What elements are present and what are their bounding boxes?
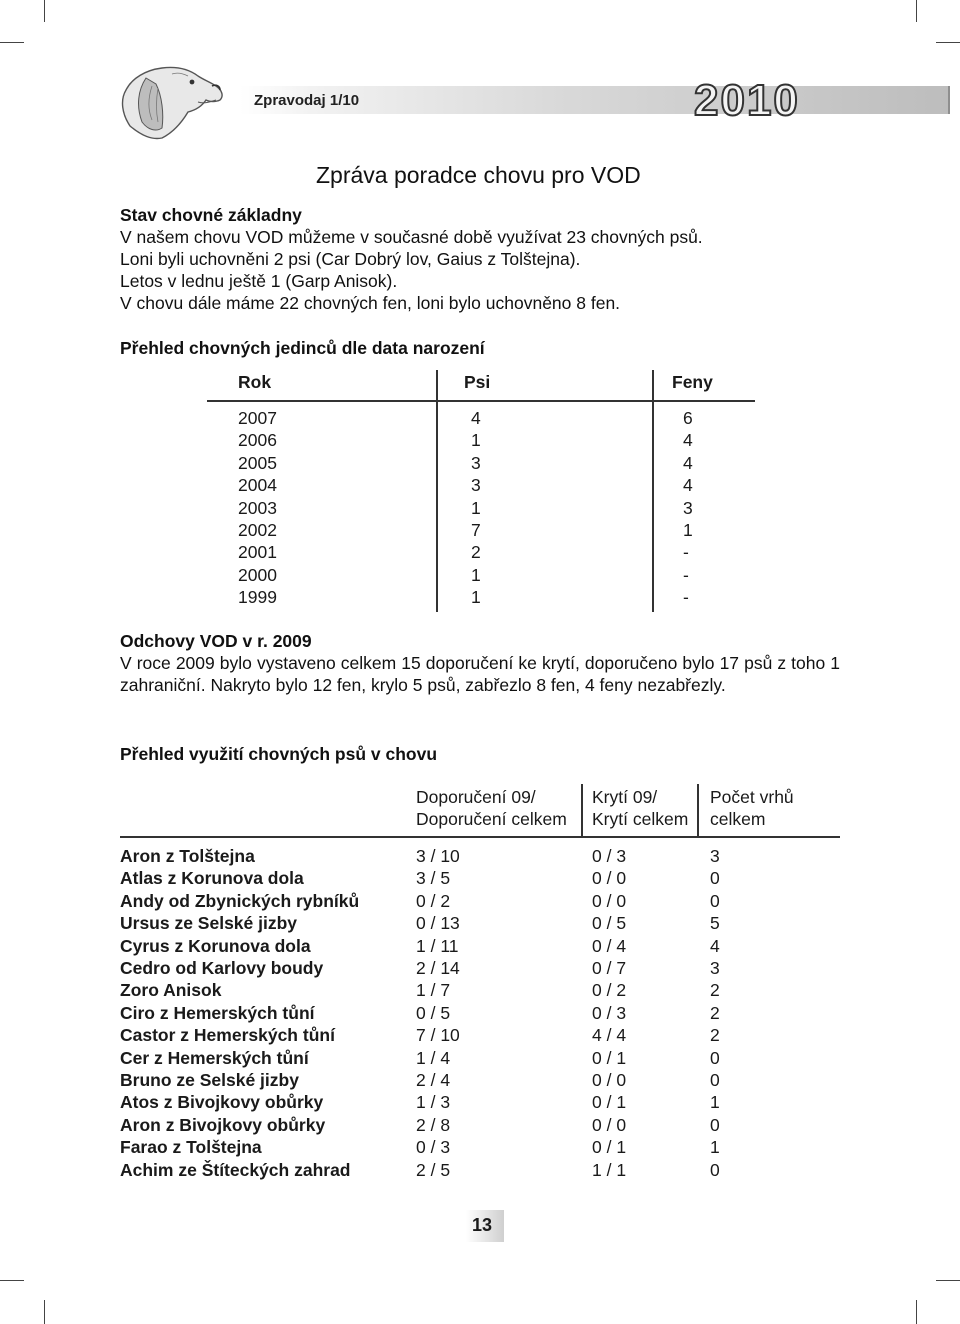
- table-cell: 0 / 4: [592, 935, 627, 956]
- table-row-name: Ursus ze Selské jizby: [120, 913, 298, 934]
- column-divider: [436, 370, 438, 612]
- paragraph-line: V našem chovu VOD můžeme v současné době využívat 23 chovných psů.: [120, 227, 703, 247]
- table-row-name: Cedro od Karlovy boudy: [120, 958, 324, 979]
- table-cell: 2 / 14: [416, 958, 460, 979]
- table-cell: 0 / 13: [416, 913, 460, 934]
- issue-year: 2010: [694, 76, 800, 125]
- table-cell: 0: [710, 1070, 720, 1091]
- table-cell: 6: [683, 408, 693, 428]
- column-divider: [697, 784, 699, 838]
- table-cell: 2004: [238, 475, 277, 496]
- crop-mark: [44, 0, 45, 22]
- litters-column: [710, 845, 720, 1181]
- table-cell: 0: [710, 1114, 720, 1135]
- table-cell: 1: [471, 430, 481, 451]
- table-cell: 2003: [238, 497, 277, 518]
- table-cell: 4: [683, 452, 693, 473]
- crop-mark: [44, 1300, 45, 1324]
- table-cell: 4 / 4: [592, 1025, 627, 1046]
- table-cell: 3 / 10: [416, 846, 460, 866]
- dog-name-column: [120, 845, 359, 1181]
- table-header-rule: [120, 836, 840, 838]
- table-cell: 2 / 8: [416, 1114, 451, 1135]
- column-divider: [652, 370, 654, 612]
- table-row-name: Zoro Anisok: [120, 980, 222, 1001]
- column-header-line: Počet vrhů: [710, 787, 794, 807]
- males-column: [471, 407, 481, 609]
- table-cell: 2007: [238, 408, 277, 428]
- table-cell: 3: [471, 452, 481, 473]
- table-row-name: Castor z Hemerských tůní: [120, 1025, 335, 1046]
- paragraph-line: V chovu dále máme 22 chovných fen, loni bylo uchovněno 8 fen.: [120, 293, 621, 313]
- table-row-name: Cer z Hemerských tůní: [120, 1047, 309, 1068]
- table-cell: 0 / 3: [592, 846, 627, 866]
- table-cell: 3 / 5: [416, 868, 451, 889]
- table-cell: 1: [710, 1137, 720, 1158]
- table-cell: 2000: [238, 564, 277, 585]
- table-cell: 2: [471, 542, 481, 563]
- litters-paragraph: V roce 2009 bylo vystaveno celkem 15 doporučení ke krytí, doporučeno bylo 17 psů z toho 1 zahraniční. Nakryto bylo 12 fen, krylo 5 psů, zabřezlo 8 fen, 4 feny nezabřezly.: [120, 653, 840, 695]
- table-cell: -: [683, 564, 689, 585]
- table-cell: 0: [710, 1159, 720, 1180]
- column-header-line: Krytí 09/: [592, 787, 658, 807]
- year-column: [238, 407, 277, 609]
- crop-mark: [916, 0, 917, 22]
- section-heading-birth-overview: Přehled chovných jedinců dle data narození: [120, 338, 485, 358]
- table-cell: 2 / 4: [416, 1070, 451, 1091]
- table-cell: 2: [710, 1002, 720, 1023]
- pointer-dog-head-icon: [112, 56, 262, 142]
- table-cell: 0: [710, 890, 720, 911]
- paragraph-line: Loni byli uchovněni 2 psi (Car Dobrý lov, Gaius z Tolštejna).: [120, 249, 581, 269]
- column-header-line: Doporučení 09/: [416, 787, 536, 807]
- crop-mark: [0, 1280, 24, 1281]
- table-cell: 0 / 2: [592, 980, 627, 1001]
- table-cell: -: [683, 587, 689, 608]
- table-cell: 1: [471, 587, 481, 608]
- column-header: [416, 786, 567, 831]
- recommendations-column: [416, 845, 460, 1181]
- table-cell: 0 / 0: [592, 1114, 627, 1135]
- section-heading-breeding-base: Stav chovné základny: [120, 205, 302, 225]
- table-cell: 2006: [238, 430, 277, 451]
- table-cell: 0 / 0: [592, 890, 627, 911]
- page-number-box: [466, 1210, 506, 1242]
- table-cell: 0 / 1: [592, 1047, 627, 1068]
- paragraph-line: Letos v lednu ještě 1 (Garp Anisok).: [120, 271, 398, 291]
- table-cell: 1: [471, 497, 481, 518]
- table-cell: 1 / 1: [592, 1159, 627, 1180]
- table-cell: 1 / 11: [416, 935, 459, 956]
- table-cell: 7 / 10: [416, 1025, 460, 1046]
- table-cell: 4: [683, 475, 693, 496]
- table-cell: 0 / 2: [416, 890, 451, 911]
- table-cell: 1999: [238, 587, 277, 608]
- table-cell: 0 / 7: [592, 958, 627, 979]
- table-row-name: Andy od Zbynických rybníků: [120, 890, 360, 911]
- females-column: [683, 407, 693, 609]
- table-cell: 4: [683, 430, 693, 451]
- column-header-line: Krytí celkem: [592, 809, 689, 830]
- table-cell: 2: [710, 980, 720, 1001]
- table-cell: 0: [710, 1047, 720, 1068]
- table-cell: 0 / 0: [592, 1070, 627, 1091]
- section-heading-litters: Odchovy VOD v r. 2009: [120, 631, 312, 651]
- table-cell: 5: [710, 913, 720, 934]
- column-header: [710, 786, 794, 831]
- table-cell: 2001: [238, 542, 277, 563]
- column-header: Psi: [464, 372, 491, 392]
- table-cell: 2 / 5: [416, 1159, 451, 1180]
- table-row-name: Atlas z Korunova dola: [120, 868, 304, 889]
- table-cell: 2: [710, 1025, 720, 1046]
- table-cell: 0 / 1: [592, 1092, 627, 1113]
- table-cell: 1: [710, 1092, 720, 1113]
- table-cell: 3: [710, 846, 720, 866]
- table-row-name: Cyrus z Korunova dola: [120, 935, 311, 956]
- table-cell: 1: [471, 564, 481, 585]
- section-heading-usage-overview: Přehled využití chovných psů v chovu: [120, 744, 438, 764]
- crop-mark: [0, 42, 24, 43]
- table-cell: 4: [471, 408, 481, 428]
- header-bar-edge: [948, 86, 950, 114]
- page-number: 13: [472, 1215, 493, 1235]
- column-header-line: celkem: [710, 809, 766, 830]
- table-cell: 4: [710, 935, 720, 956]
- table-cell: 0 / 1: [592, 1137, 627, 1158]
- table-cell: 7: [471, 520, 481, 541]
- table-row-name: Aron z Tolštejna: [120, 846, 255, 866]
- table-cell: 0 / 3: [416, 1137, 451, 1158]
- table-header-rule: [207, 400, 755, 402]
- column-divider: [581, 784, 583, 838]
- page-title: Zpráva poradce chovu pro VOD: [316, 162, 641, 188]
- crop-mark: [936, 1280, 960, 1281]
- table-cell: 1 / 3: [416, 1092, 451, 1113]
- table-cell: -: [683, 542, 689, 563]
- table-cell: 0 / 5: [592, 913, 627, 934]
- crop-mark: [916, 1300, 917, 1324]
- table-row-name: Aron z Bivojkovy obůrky: [120, 1114, 326, 1135]
- table-cell: 2002: [238, 520, 277, 541]
- table-cell: 0 / 3: [592, 1002, 627, 1023]
- table-cell: 3: [683, 497, 693, 518]
- table-cell: 1 / 4: [416, 1047, 451, 1068]
- table-row-name: Ciro z Hemerských tůní: [120, 1002, 315, 1023]
- issue-label: Zpravodaj 1/10: [254, 92, 360, 109]
- matings-column: [592, 845, 626, 1181]
- table-row-name: Achim ze Štíteckých zahrad: [120, 1159, 351, 1180]
- table-row-name: Atos z Bivojkovy obůrky: [120, 1092, 324, 1113]
- column-header-line: Doporučení celkem: [416, 809, 567, 830]
- crop-mark: [936, 42, 960, 43]
- page-header: [112, 56, 950, 146]
- column-header: Feny: [672, 372, 713, 392]
- table-cell: 0 / 0: [592, 868, 627, 889]
- table-cell: 0 / 5: [416, 1002, 451, 1023]
- column-header: [592, 786, 688, 831]
- table-cell: 1 / 7: [416, 980, 451, 1001]
- table-cell: 3: [710, 958, 720, 979]
- column-header: Rok: [238, 372, 272, 392]
- table-cell: 0: [710, 868, 720, 889]
- table-row-name: Farao z Tolštejna: [120, 1137, 262, 1158]
- table-cell: 3: [471, 475, 481, 496]
- table-row-name: Bruno ze Selské jizby: [120, 1070, 299, 1091]
- table-cell: 2005: [238, 452, 277, 473]
- table-cell: 1: [683, 520, 693, 541]
